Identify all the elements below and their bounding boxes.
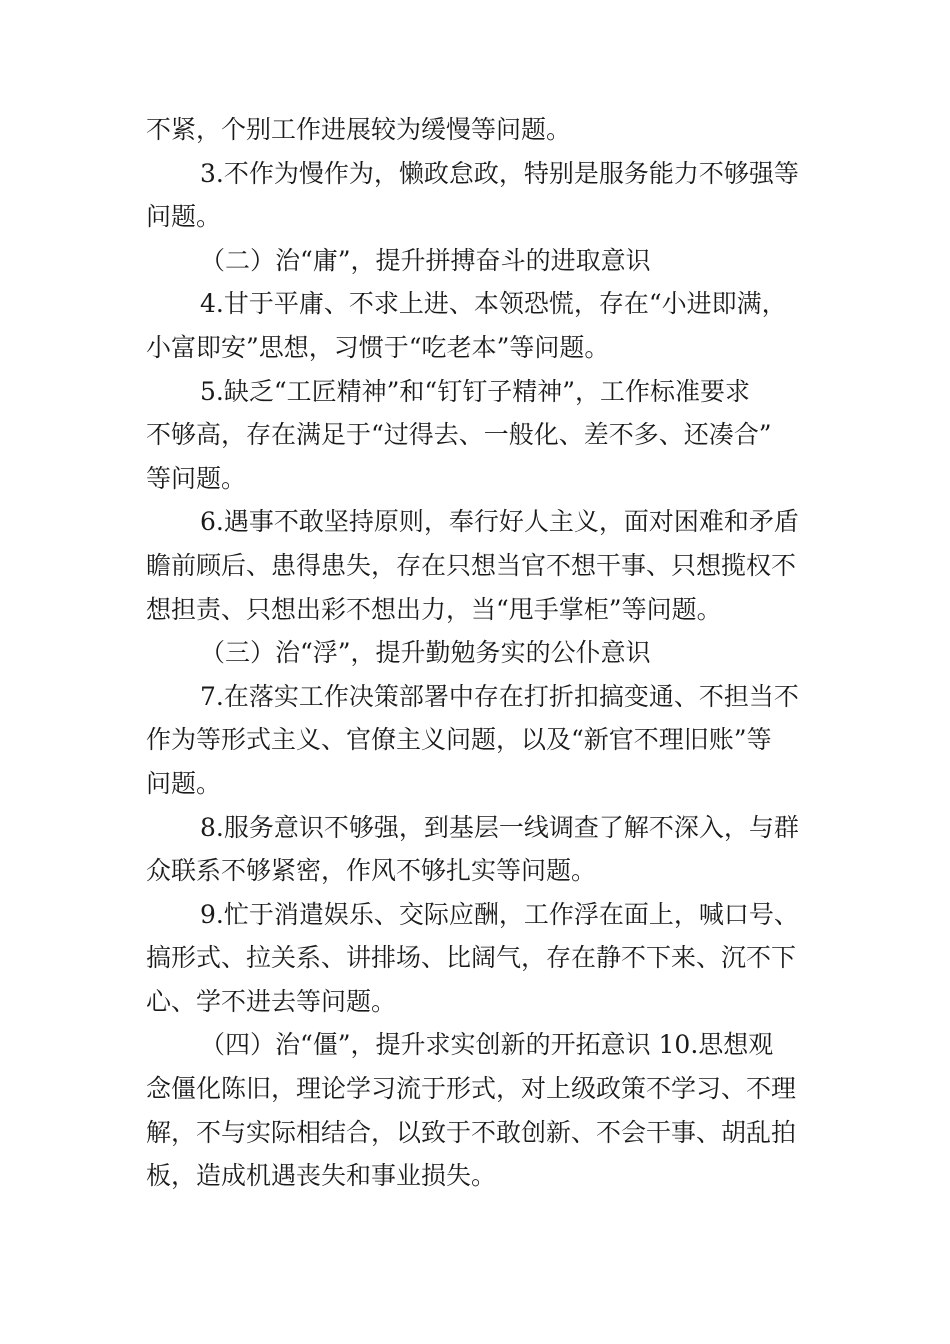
text-line: 想担责、只想出彩不想出力，当“甩手掌柜”等问题。	[146, 594, 722, 624]
text-line: 等问题。	[146, 463, 247, 493]
text-line: 心、学不进去等问题。	[146, 986, 397, 1016]
text-line: 小富即安”思想，习惯于“吃老本”等问题。	[146, 332, 610, 362]
text-line: 不够高，存在满足于“过得去、一般化、差不多、还凑合”	[146, 420, 772, 450]
text-line: 板，造成机遇丧失和事业损失。	[146, 1161, 497, 1191]
list-item-3: 3.不作为慢作为，懒政怠政，特别是服务能力不够强等	[200, 158, 799, 188]
section-heading-3: （三）治“浮”，提升勤勉务实的公仆意识	[200, 638, 651, 668]
list-item-7: 7.在落实工作决策部署中存在打折扣搞变通、不担当不	[200, 681, 799, 711]
list-item-9: 9.忙于消遣娱乐、交际应酬，工作浮在面上，喊口号、	[200, 899, 799, 929]
text-line: 搞形式、拉关系、讲排场、比阔气，存在静不下来、沉不下	[146, 943, 797, 973]
text-line: 念僵化陈旧，理论学习流于形式，对上级政策不学习、不理	[146, 1074, 797, 1104]
text-line: 不紧，个别工作进展较为缓慢等问题。	[146, 115, 572, 144]
section-heading-4: （四）治“僵”，提升求实创新的开拓意识 10.思想观	[200, 1030, 774, 1060]
text-line: 瞻前顾后、患得患失，存在只想当官不想干事、只想揽权不	[146, 550, 797, 580]
text-line: 问题。	[146, 768, 222, 798]
text-line: 解，不与实际相结合，以致于不敢创新、不会干事、胡乱拍	[146, 1117, 797, 1147]
list-item-8: 8.服务意识不够强，到基层一线调查了解不深入，与群	[200, 812, 799, 842]
text-line: 作为等形式主义、官僚主义问题，以及“新官不理旧账”等	[146, 725, 772, 755]
list-item-5: 5.缺乏“工匠精神”和“钉钉子精神”，工作标准要求	[200, 376, 750, 406]
document-body	[146, 108, 810, 1198]
section-heading-2: （二）治“庸”，提升拼搏奋斗的进取意识	[200, 245, 651, 275]
text-line: 问题。	[146, 202, 222, 232]
list-item-4: 4.甘于平庸、不求上进、本领恐慌，存在“小进即满，	[200, 289, 787, 319]
list-item-6: 6.遇事不敢坚持原则，奉行好人主义，面对困难和矛盾	[200, 507, 799, 537]
text-line: 众联系不够紧密，作风不够扎实等问题。	[146, 856, 597, 886]
